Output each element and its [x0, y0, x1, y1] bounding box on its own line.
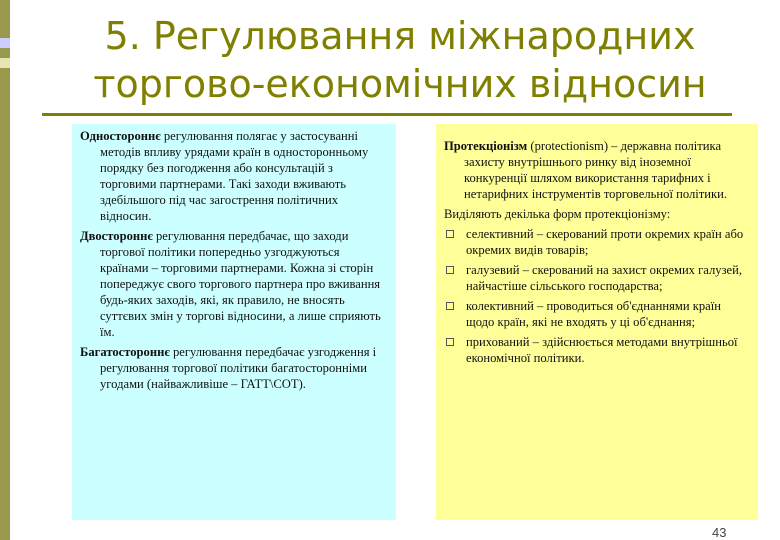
definition-multilateral: регулювання передбачає узгодження і регулювання торгової політики багатосторонніми угодами (найважливіше – ГАТТ\СОТ). — [100, 345, 377, 391]
regulation-unilateral — [80, 128, 388, 224]
protectionism-box — [436, 124, 758, 520]
square-bullet-icon — [446, 302, 454, 310]
regulation-multilateral — [80, 344, 388, 392]
term-multilateral: Багатостороннє — [80, 345, 170, 359]
list-item-text: селективний – скерований проти окремих країн або окремих видів товарів; — [466, 227, 744, 257]
side-decoration-square — [0, 38, 10, 48]
term-unilateral: Одностороннє — [80, 129, 161, 143]
regulation-bilateral — [80, 228, 388, 340]
term-protectionism: Протекціонізм — [444, 139, 528, 153]
list-item — [444, 226, 750, 258]
title-divider — [42, 113, 732, 116]
square-bullet-icon — [446, 266, 454, 274]
list-item — [444, 262, 750, 294]
list-item — [444, 334, 750, 366]
list-item-text: прихований – здійснюється методами внутрішньої економічної політики. — [466, 335, 738, 365]
definition-protectionism: (protectionism) – державна політика захисту внутрішнього ринку від іноземної конкуренції шляхом використання тарифних і нетарифних інструментів торговельної політики. — [464, 139, 727, 201]
side-decoration-bar — [0, 0, 10, 540]
slide-title — [40, 12, 760, 108]
list-item-text: галузевий – скерований на захист окремих галузей, найчастіше сільського господарства; — [466, 263, 743, 293]
slide-title-line-2: торгово-економічних відносин — [93, 62, 707, 106]
term-bilateral: Двостороннє — [80, 229, 153, 243]
forms-heading: Виділяють декілька форм протекціонізму: — [444, 207, 671, 221]
list-item — [444, 298, 750, 330]
slide-title-line-1: 5. Регулювання міжнародних — [104, 14, 696, 58]
side-decoration-square — [0, 58, 10, 68]
protectionism-definition — [444, 138, 750, 202]
square-bullet-icon — [446, 338, 454, 346]
definition-unilateral: регулювання полягає у застосуванні методів впливу урядами країн в односторонньому порядку без погодження або консультацій з торговими партнерами. Такі заходи вживають здебільшого під час загострення політичних відносин. — [100, 129, 369, 223]
regulation-types-box — [72, 124, 396, 520]
page-number: 43 — [712, 525, 727, 540]
definition-bilateral: регулювання передбачає, що заходи торгової політики попередньо узгоджуються країнами – торговими партнерами. Кожна зі сторін попереджує свого торгового партнера про вживання будь-яких заходів, які, як правило, не вносять суттєвих змін у торгові відносини, а лише сприяють їм. — [100, 229, 381, 339]
square-bullet-icon — [446, 230, 454, 238]
list-item-text: колективний – проводиться об'єднаннями країн щодо країн, які не входять у ці об'єднання; — [466, 299, 721, 329]
